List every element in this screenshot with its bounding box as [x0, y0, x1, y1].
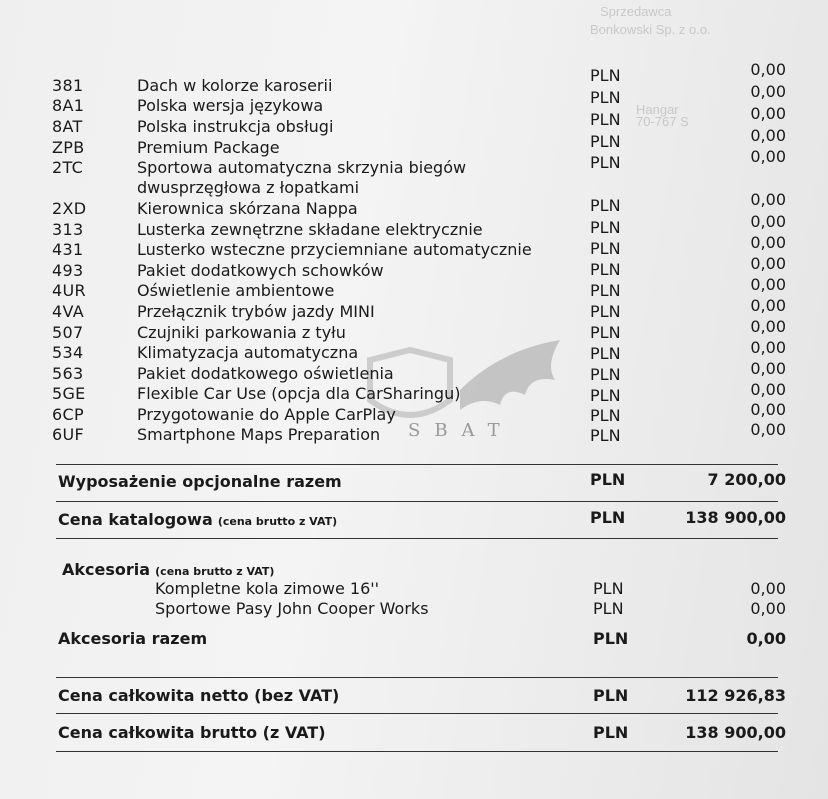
option-currency: PLN [590, 218, 621, 237]
option-currency: PLN [590, 365, 621, 384]
accessory-item-amount: 0,00 [750, 579, 786, 598]
accessories-total-label: Akcesoria razem [58, 629, 208, 648]
option-description: Czujniki parkowania z tyłu [137, 323, 346, 342]
option-description: Kierownica skórzana Nappa [137, 199, 358, 218]
show-through-text: Hangar [636, 102, 679, 117]
option-code: 493 [52, 261, 84, 280]
option-description: Sportowa automatyczna skrzynia biegów [137, 158, 467, 177]
accessory-item-currency: PLN [593, 599, 624, 618]
option-currency: PLN [590, 344, 621, 363]
accessories-total-currency: PLN [593, 629, 629, 648]
option-code: ZPB [52, 138, 85, 157]
option-amount: 0,00 [750, 147, 786, 166]
option-amount: 0,00 [750, 338, 786, 357]
accessory-item-amount: 0,00 [750, 599, 786, 618]
option-amount: 0,00 [750, 212, 786, 231]
watermark-text: SBAT [408, 420, 514, 441]
option-currency: PLN [590, 386, 621, 405]
net-total-currency: PLN [593, 686, 629, 705]
option-amount: 0,00 [750, 420, 786, 439]
option-description: Polska instrukcja obsługi [137, 117, 334, 136]
list-price-note: (cena brutto z VAT) [217, 515, 338, 528]
list-price-currency: PLN [590, 508, 626, 527]
options-total-amount: 7 200,00 [707, 470, 786, 489]
option-description: Pakiet dodatkowych schowków [137, 261, 384, 280]
net-total-label: Cena całkowita netto (bez VAT) [58, 686, 340, 705]
option-code: 8AT [52, 117, 83, 136]
divider [56, 501, 778, 502]
option-amount: 0,00 [750, 190, 786, 209]
option-amount: 0,00 [750, 82, 786, 101]
show-through-text: Sprzedawca [600, 4, 672, 19]
accessories-label: Akcesoria [62, 560, 151, 579]
option-code: 6UF [52, 425, 84, 444]
option-code: 4VA [52, 302, 84, 321]
option-description: Polska wersja językowa [137, 96, 324, 115]
option-amount: 0,00 [750, 275, 786, 294]
divider [56, 464, 778, 465]
option-currency: PLN [590, 323, 621, 342]
option-currency: PLN [590, 153, 621, 172]
list-price-label-row [58, 510, 337, 529]
option-description: Flexible Car Use (opcja dla CarSharingu) [137, 384, 461, 403]
show-through-text: Bonkowski Sp. z o.o. [590, 22, 711, 37]
list-price-label: Cena katalogowa [58, 510, 213, 529]
option-amount: 0,00 [750, 126, 786, 145]
option-code: 2TC [52, 158, 84, 177]
accessory-item-currency: PLN [593, 579, 624, 598]
accessories-header [62, 560, 274, 579]
option-code: 431 [52, 240, 84, 259]
option-amount: 0,00 [750, 296, 786, 315]
option-currency: PLN [590, 132, 621, 151]
option-description: Premium Package [137, 138, 280, 157]
option-description: Oświetlenie ambientowe [137, 281, 335, 300]
gross-total-amount: 138 900,00 [685, 723, 786, 742]
option-code: 381 [52, 76, 84, 95]
options-total-currency: PLN [590, 470, 626, 489]
option-description: Smartphone Maps Preparation [137, 425, 381, 444]
option-code: 507 [52, 323, 84, 342]
option-description: Dach w kolorze karoserii [137, 76, 333, 95]
option-code: 4UR [52, 281, 86, 300]
option-amount: 0,00 [750, 400, 786, 419]
option-currency: PLN [590, 196, 621, 215]
option-code: 5GE [52, 384, 86, 403]
option-code: 2XD [52, 199, 87, 218]
option-code: 6CP [52, 405, 84, 424]
option-currency: PLN [590, 88, 621, 107]
accessories-note: (cena brutto z VAT) [155, 565, 275, 578]
option-amount: 0,00 [750, 60, 786, 79]
option-amount: 0,00 [750, 359, 786, 378]
option-amount: 0,00 [750, 254, 786, 273]
option-code: 8A1 [52, 96, 85, 115]
divider [56, 713, 778, 714]
option-currency: PLN [590, 406, 621, 425]
option-code: 534 [52, 343, 84, 362]
gross-total-label: Cena całkowita brutto (z VAT) [58, 723, 326, 742]
option-currency: PLN [590, 110, 621, 129]
option-currency: PLN [590, 426, 621, 445]
option-amount: 0,00 [750, 317, 786, 336]
accessory-item-desc: Sportowe Pasy John Cooper Works [155, 599, 429, 618]
option-description: Lusterko wsteczne przyciemniane automatycznie [137, 240, 532, 259]
list-price-amount: 138 900,00 [685, 508, 786, 527]
show-through-text: 70-767 S [636, 114, 689, 129]
option-description-cont: dwusprzęgłowa z łopatkami [137, 178, 360, 197]
option-description: Przygotowanie do Apple CarPlay [137, 405, 396, 424]
option-currency: PLN [590, 260, 621, 279]
options-total-label: Wyposażenie opcjonalne razem [58, 472, 342, 491]
option-description: Przełącznik trybów jazdy MINI [137, 302, 375, 321]
option-amount: 0,00 [750, 233, 786, 252]
option-amount: 0,00 [750, 380, 786, 399]
gross-total-currency: PLN [593, 723, 629, 742]
option-description: Klimatyzacja automatyczna [137, 343, 359, 362]
option-currency: PLN [590, 302, 621, 321]
divider [56, 751, 778, 752]
accessory-item-desc: Kompletne kola zimowe 16'' [155, 579, 380, 598]
option-description: Lusterka zewnętrzne składane elektrycznie [137, 220, 483, 239]
option-code: 563 [52, 364, 84, 383]
divider [56, 677, 778, 678]
option-amount: 0,00 [750, 104, 786, 123]
option-currency: PLN [590, 66, 621, 85]
option-currency: PLN [590, 239, 621, 258]
option-description: Pakiet dodatkowego oświetlenia [137, 364, 394, 383]
option-currency: PLN [590, 281, 621, 300]
net-total-amount: 112 926,83 [685, 686, 786, 705]
divider [56, 538, 778, 539]
option-code: 313 [52, 220, 84, 239]
accessories-total-amount: 0,00 [746, 629, 786, 648]
